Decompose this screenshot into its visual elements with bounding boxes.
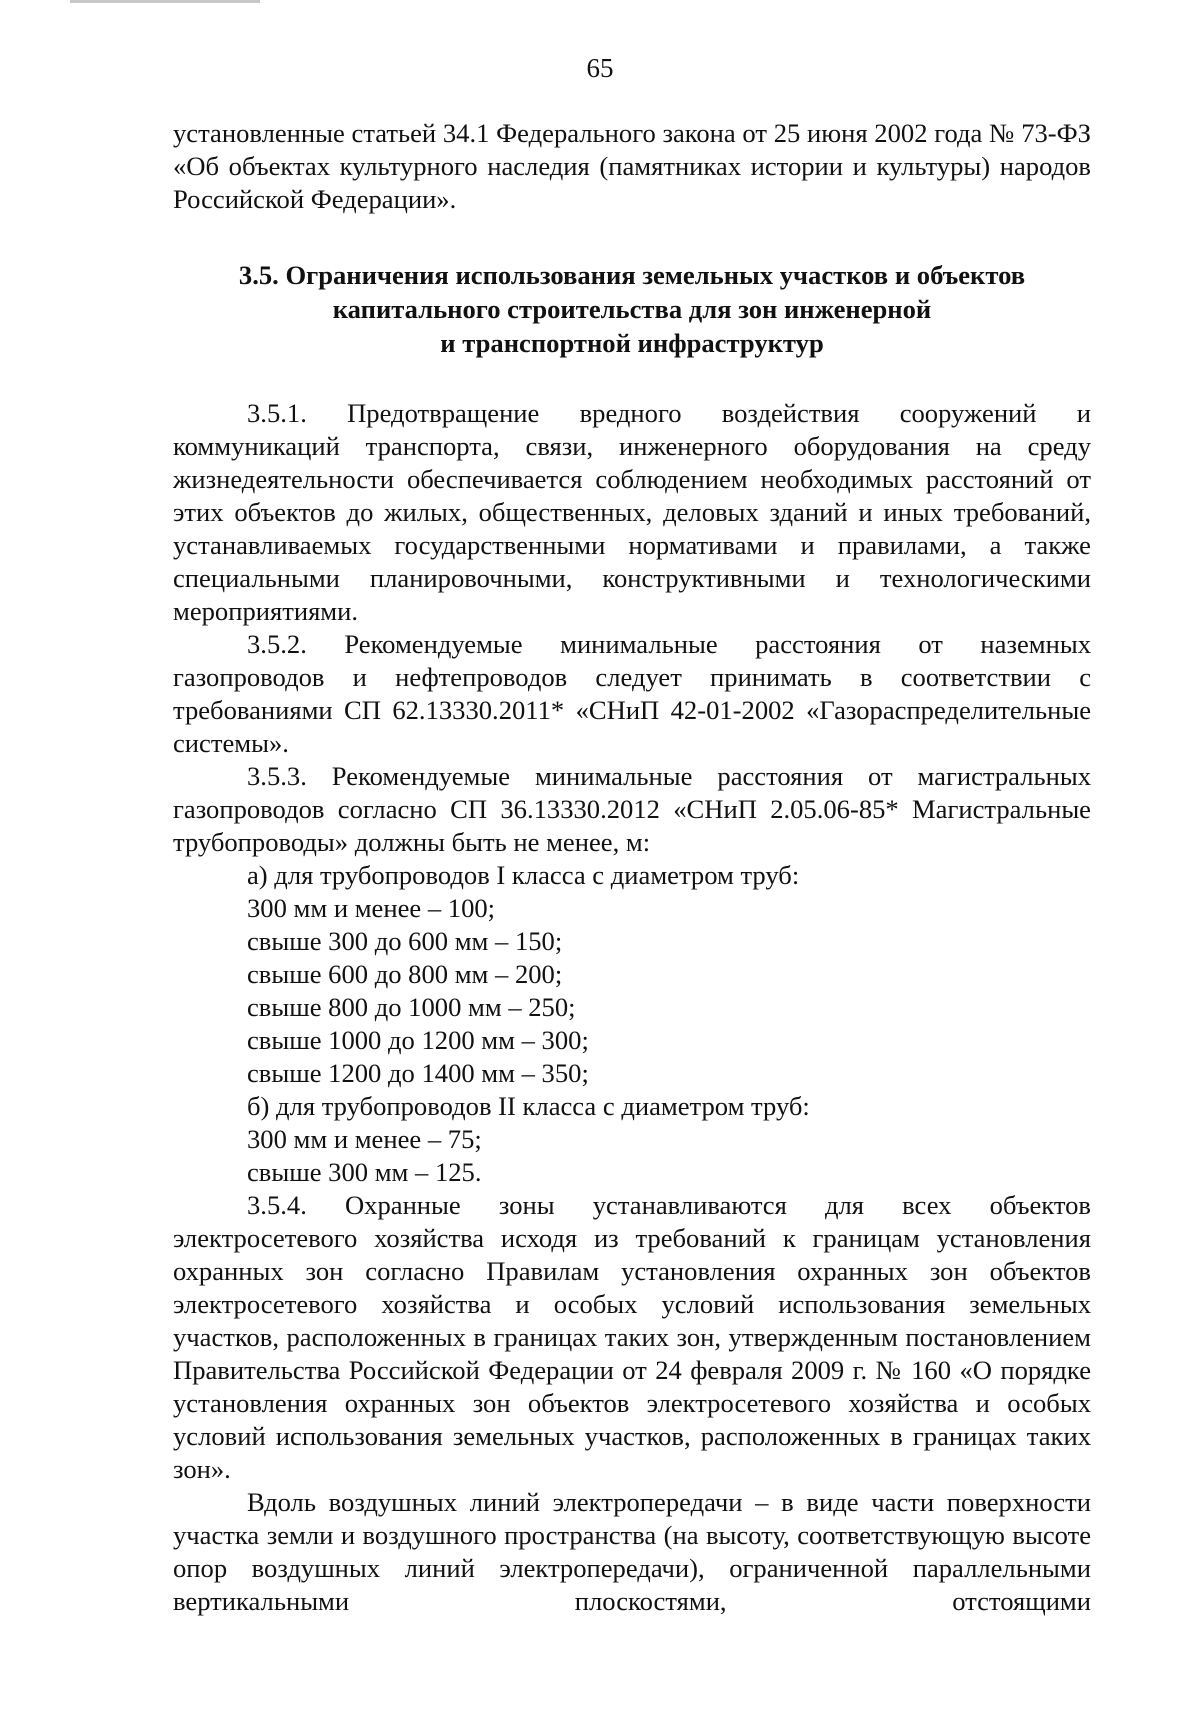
list-item: свыше 300 до 600 мм – 150; [247,926,563,956]
distance-list [173,859,1091,1189]
list-item: 300 мм и менее – 100; [247,893,496,923]
paragraph-3-5-1: 3.5.1. Предотвращение вредного воздействия сооружений и коммуникаций транспорта, связи, инженерного оборудования на среду жизнедеятельности обеспечивается соблюдением необходимых расстояний от этих объектов до жилых, общественных, деловых зданий и иных требований, устанавливаемых государственными нормативами и правилами, а также специальными планировочными, конструктивными и технологическими мероприятиями. [173,398,1091,626]
section-heading-line: капитального строительства для зон инженерной [332,294,932,324]
section-heading [173,258,1091,360]
list-item: а) для трубопроводов I класса с диаметром труб: [247,860,800,890]
continuation-paragraph: установленные статьей 34.1 Федерального закона от 25 июня 2002 года № 73-ФЗ «Об объектах культурного наследия (памятниках истории и культуры) народов Российской Федерации». [173,118,1091,214]
list-item: 300 мм и менее – 75; [247,1124,482,1154]
paragraph-3-5-2: 3.5.2. Рекомендуемые минимальные расстояния от наземных газопроводов и нефтепроводов следует принимать в соответствии с требованиями СП 62.13330.2011* «СНиП 42-01-2002 «Газораспределительные системы». [173,629,1091,758]
list-item: свыше 800 до 1000 мм – 250; [247,992,576,1022]
paragraph-3-5-3: 3.5.3. Рекомендуемые минимальные расстояния от магистральных газопроводов согласно СП 36.13330.2012 «СНиП 2.05.06-85* Магистральные трубопроводы» должны быть не менее, м: [173,761,1091,857]
list-item: свыше 300 мм – 125. [247,1157,482,1187]
scan-edge-mark [70,0,260,3]
page-number: 65 [586,53,614,83]
paragraph-power-lines: Вдоль воздушных линий электропередачи – в виде части поверхности участка земли и воздушного пространства (на высоту, соответствующую высоте опор воздушных линий электропередачи), ограниченной параллельными вертикальными плоскостями, отстоящими [173,1487,1091,1616]
list-item: б) для трубопроводов II класса с диаметром труб: [247,1091,810,1121]
section-heading-line: 3.5. Ограничения использования земельных участков и объектов [238,260,1026,290]
paragraph-3-5-4: 3.5.4. Охранные зоны устанавливаются для всех объектов электросетевого хозяйства исходя из требований к границам установления охранных зон согласно Правилам установления охранных зон объектов электросетевого хозяйства и особых условий использования земельных участков, расположенных в границах таких зон, утвержденным постановлением Правительства Российской Федерации от 24 февраля 2009 г. № 160 «О порядке установления охранных зон объектов электросетевого хозяйства и особых условий использования земельных участков, расположенных в границах таких зон». [173,1190,1091,1484]
list-item: свыше 600 до 800 мм – 200; [247,959,563,989]
list-item: свыше 1000 до 1200 мм – 300; [247,1025,589,1055]
document-body [173,117,1091,1618]
section-heading-line: и транспортной инфраструктур [440,328,824,358]
list-item: свыше 1200 до 1400 мм – 350; [247,1058,589,1088]
